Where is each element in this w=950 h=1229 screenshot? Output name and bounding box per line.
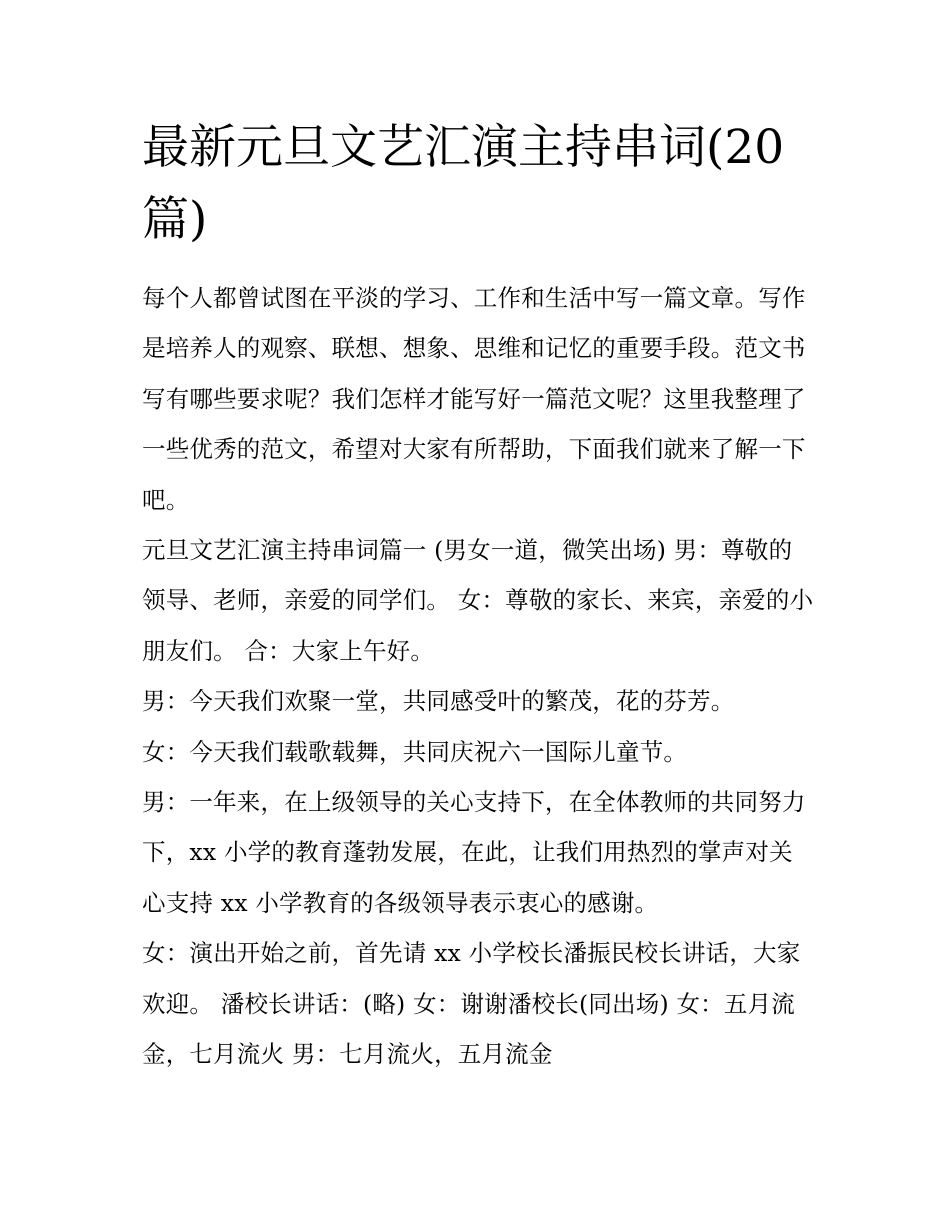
- document-page: [142, 112, 814, 1080]
- script-paragraph-female-1: 女：今天我们载歌载舞，共同庆祝六一国际儿童节。: [142, 737, 688, 766]
- document-title: 最新元旦文艺汇演主持串词(20篇): [142, 120, 785, 247]
- script-paragraph-female-2: 女：演出开始之前，首先请 xx 小学校长潘振民校长讲话，大家欢迎。 潘校长讲话：(略) 女：谢谢潘校长(同出场) 女：五月流金，七月流火 男：七月流火，五月流金: [142, 939, 801, 1069]
- intro-paragraph: 每个人都曾试图在平淡的学习、工作和生活中写一篇文章。写作是培养人的观察、联想、想象、思维和记忆的重要手段。范文书写有哪些要求呢？我们怎样才能写好一篇范文呢？这里我整理了一些优秀的范文，希望对大家有所帮助，下面我们就来了解一下吧。: [142, 284, 806, 514]
- script-paragraph-male-2: 男：一年来，在上级领导的关心支持下，在全体教师的共同努力下，xx 小学的教育蓬勃发展，在此，让我们用热烈的掌声对关心支持 xx 小学教育的各级领导表示衷心的感谢。: [142, 788, 806, 917]
- script-paragraph-opening: 元旦文艺汇演主持串词篇一 (男女一道，微笑出场) 男：尊敬的领导、老师，亲爱的同学们。 女：尊敬的家长、来宾，亲爱的小朋友们。 合：大家上午好。: [142, 536, 814, 665]
- script-paragraph-male-1: 男：今天我们欢聚一堂，共同感受叶的繁茂，花的芬芳。: [142, 687, 735, 716]
